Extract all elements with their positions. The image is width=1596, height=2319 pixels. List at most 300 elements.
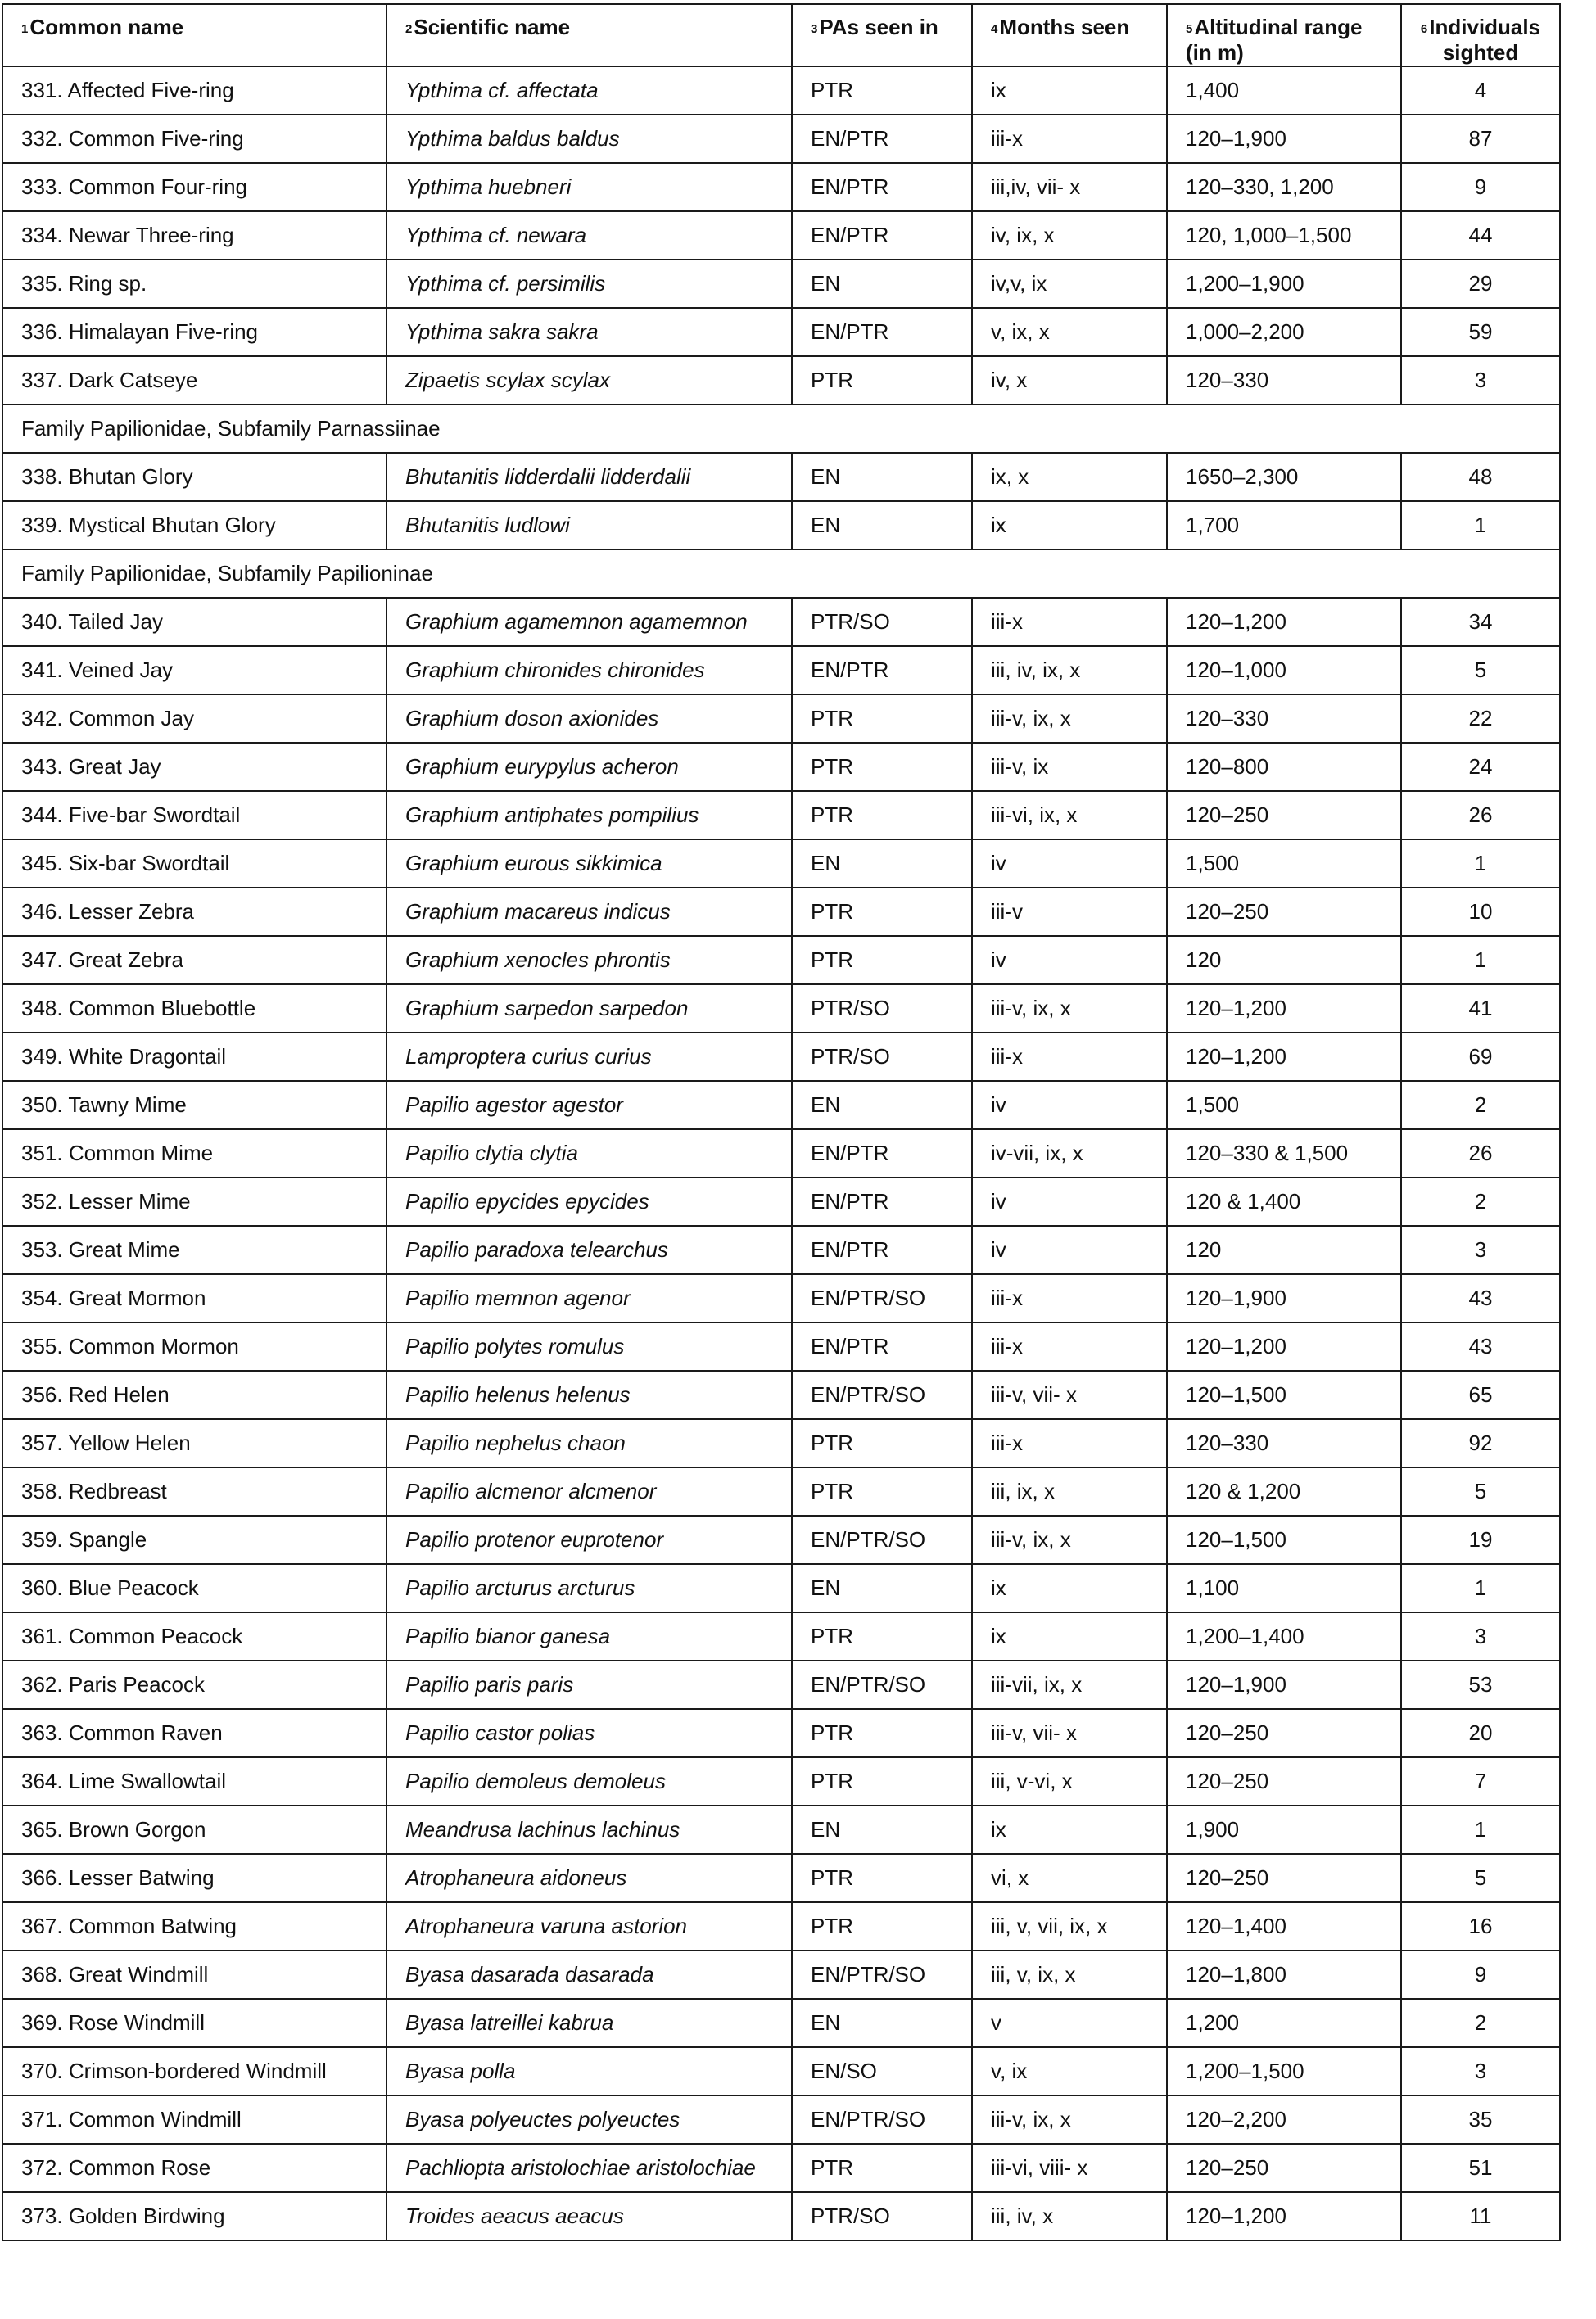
altitude-cell: 120–250	[1167, 791, 1401, 839]
scientific-name-cell: Graphium agamemnon agamemnon	[387, 598, 792, 646]
individuals-cell: 3	[1401, 2047, 1560, 2095]
pas-cell: EN/PTR	[792, 646, 972, 694]
months-cell: iv,v, ix	[972, 260, 1167, 308]
table-row	[2, 1178, 1560, 1226]
months-cell: iv	[972, 839, 1167, 888]
table-body	[2, 66, 1560, 2240]
scientific-name-cell: Papilio clytia clytia	[387, 1129, 792, 1178]
common-name-cell: 353. Great Mime	[2, 1226, 387, 1274]
pas-cell: EN	[792, 1564, 972, 1612]
footnote-marker: 4	[991, 22, 998, 36]
altitude-cell: 120–250	[1167, 888, 1401, 936]
pas-cell: PTR	[792, 356, 972, 405]
scientific-name-cell: Papilio epycides epycides	[387, 1178, 792, 1226]
individuals-cell: 22	[1401, 694, 1560, 743]
common-name-cell: 337. Dark Catseye	[2, 356, 387, 405]
common-name-cell: 336. Himalayan Five-ring	[2, 308, 387, 356]
pas-cell: EN	[792, 1999, 972, 2047]
common-name-cell: 334. Newar Three-ring	[2, 211, 387, 260]
scientific-name-cell: Papilio memnon agenor	[387, 1274, 792, 1322]
altitude-cell: 1,200	[1167, 1999, 1401, 2047]
altitude-cell: 120–1,400	[1167, 1902, 1401, 1951]
common-name-cell: 362. Paris Peacock	[2, 1661, 387, 1709]
individuals-cell: 10	[1401, 888, 1560, 936]
common-name-cell: 367. Common Batwing	[2, 1902, 387, 1951]
common-name-cell: 348. Common Bluebottle	[2, 984, 387, 1033]
pas-cell: EN/PTR	[792, 115, 972, 163]
header-scientific-name	[387, 4, 792, 66]
months-cell: iii-v, ix, x	[972, 1516, 1167, 1564]
months-cell: ix	[972, 66, 1167, 115]
months-cell: iii-x	[972, 598, 1167, 646]
individuals-cell: 3	[1401, 1226, 1560, 1274]
individuals-cell: 26	[1401, 1129, 1560, 1178]
common-name-cell: 364. Lime Swallowtail	[2, 1757, 387, 1806]
months-cell: v, ix, x	[972, 308, 1167, 356]
table-row	[2, 1081, 1560, 1129]
pas-cell: EN	[792, 501, 972, 549]
individuals-cell: 2	[1401, 1081, 1560, 1129]
pas-cell: EN	[792, 260, 972, 308]
table-row	[2, 163, 1560, 211]
common-name-cell: 331. Affected Five-ring	[2, 66, 387, 115]
altitude-cell: 120–1,200	[1167, 2192, 1401, 2240]
table-row	[2, 1999, 1560, 2047]
individuals-cell: 26	[1401, 791, 1560, 839]
individuals-cell: 5	[1401, 1467, 1560, 1516]
months-cell: iii-x	[972, 115, 1167, 163]
pas-cell: EN	[792, 1806, 972, 1854]
pas-cell: EN	[792, 1081, 972, 1129]
individuals-cell: 2	[1401, 1999, 1560, 2047]
pas-cell: PTR/SO	[792, 2192, 972, 2240]
scientific-name-cell: Graphium xenocles phrontis	[387, 936, 792, 984]
individuals-cell: 41	[1401, 984, 1560, 1033]
individuals-cell: 7	[1401, 1757, 1560, 1806]
months-cell: iii-vi, ix, x	[972, 791, 1167, 839]
scientific-name-cell: Papilio demoleus demoleus	[387, 1757, 792, 1806]
common-name-cell: 365. Brown Gorgon	[2, 1806, 387, 1854]
common-name-cell: 368. Great Windmill	[2, 1951, 387, 1999]
scientific-name-cell: Byasa dasarada dasarada	[387, 1951, 792, 1999]
altitude-cell: 120	[1167, 1226, 1401, 1274]
scientific-name-cell: Graphium sarpedon sarpedon	[387, 984, 792, 1033]
scientific-name-cell: Byasa polyeuctes polyeuctes	[387, 2095, 792, 2144]
altitude-cell: 120–1,500	[1167, 1516, 1401, 1564]
months-cell: iii-v, ix, x	[972, 984, 1167, 1033]
common-name-cell: 351. Common Mime	[2, 1129, 387, 1178]
footnote-marker: 6	[1420, 22, 1428, 36]
table-row	[2, 598, 1560, 646]
header-individuals-sighted	[1401, 4, 1560, 66]
pas-cell: PTR	[792, 1902, 972, 1951]
months-cell: ix	[972, 501, 1167, 549]
pas-cell: EN/PTR	[792, 1322, 972, 1371]
scientific-name-cell: Ypthima cf. persimilis	[387, 260, 792, 308]
altitude-cell: 120–800	[1167, 743, 1401, 791]
months-cell: iv	[972, 1226, 1167, 1274]
pas-cell: EN/SO	[792, 2047, 972, 2095]
common-name-cell: 347. Great Zebra	[2, 936, 387, 984]
header-months-seen	[972, 4, 1167, 66]
altitude-cell: 120–250	[1167, 1709, 1401, 1757]
altitude-cell: 120–330, 1,200	[1167, 163, 1401, 211]
footnote-marker: 3	[811, 22, 818, 36]
pas-cell: PTR	[792, 888, 972, 936]
altitude-cell: 120–1,500	[1167, 1371, 1401, 1419]
altitude-cell: 1,200–1,500	[1167, 2047, 1401, 2095]
common-name-cell: 372. Common Rose	[2, 2144, 387, 2192]
months-cell: iii, iv, ix, x	[972, 646, 1167, 694]
header-label: Altitudinal range	[1194, 15, 1363, 39]
common-name-cell: 373. Golden Birdwing	[2, 2192, 387, 2240]
altitude-cell: 120–250	[1167, 1757, 1401, 1806]
header-label: Months seen	[999, 15, 1130, 39]
individuals-cell: 51	[1401, 2144, 1560, 2192]
altitude-cell: 1,500	[1167, 839, 1401, 888]
pas-cell: PTR	[792, 1854, 972, 1902]
altitude-cell: 120–330	[1167, 1419, 1401, 1467]
pas-cell: PTR	[792, 936, 972, 984]
individuals-cell: 3	[1401, 356, 1560, 405]
table-row	[2, 936, 1560, 984]
months-cell: iv, ix, x	[972, 211, 1167, 260]
individuals-cell: 2	[1401, 1178, 1560, 1226]
months-cell: iii-v, ix, x	[972, 694, 1167, 743]
common-name-cell: 343. Great Jay	[2, 743, 387, 791]
table-row	[2, 1661, 1560, 1709]
table-row	[2, 694, 1560, 743]
scientific-name-cell: Bhutanitis lidderdalii lidderdalii	[387, 453, 792, 501]
individuals-cell: 87	[1401, 115, 1560, 163]
table-row	[2, 1564, 1560, 1612]
individuals-cell: 5	[1401, 1854, 1560, 1902]
table-row	[2, 115, 1560, 163]
pas-cell: PTR	[792, 2144, 972, 2192]
common-name-cell: 339. Mystical Bhutan Glory	[2, 501, 387, 549]
scientific-name-cell: Papilio paradoxa telearchus	[387, 1226, 792, 1274]
common-name-cell: 345. Six-bar Swordtail	[2, 839, 387, 888]
months-cell: vi, x	[972, 1854, 1167, 1902]
footnote-marker: 1	[21, 22, 29, 36]
altitude-cell: 120–1,200	[1167, 598, 1401, 646]
months-cell: iii-vi, viii- x	[972, 2144, 1167, 2192]
table-row	[2, 1274, 1560, 1322]
scientific-name-cell: Ypthima sakra sakra	[387, 308, 792, 356]
scientific-name-cell: Graphium eurypylus acheron	[387, 743, 792, 791]
table-row	[2, 839, 1560, 888]
common-name-cell: 344. Five-bar Swordtail	[2, 791, 387, 839]
pas-cell: PTR	[792, 743, 972, 791]
scientific-name-cell: Ypthima cf. affectata	[387, 66, 792, 115]
common-name-cell: 358. Redbreast	[2, 1467, 387, 1516]
altitude-cell: 1,000–2,200	[1167, 308, 1401, 356]
months-cell: iii-x	[972, 1322, 1167, 1371]
individuals-cell: 19	[1401, 1516, 1560, 1564]
scientific-name-cell: Papilio protenor euprotenor	[387, 1516, 792, 1564]
header-label: sighted	[1442, 40, 1519, 65]
pas-cell: EN/PTR	[792, 163, 972, 211]
individuals-cell: 34	[1401, 598, 1560, 646]
header-pas-seen-in	[792, 4, 972, 66]
individuals-cell: 43	[1401, 1274, 1560, 1322]
header-label: (in m)	[1186, 40, 1244, 65]
scientific-name-cell: Papilio helenus helenus	[387, 1371, 792, 1419]
table-row	[2, 743, 1560, 791]
scientific-name-cell: Papilio nephelus chaon	[387, 1419, 792, 1467]
scientific-name-cell: Papilio paris paris	[387, 1661, 792, 1709]
table-row	[2, 2144, 1560, 2192]
scientific-name-cell: Graphium eurous sikkimica	[387, 839, 792, 888]
individuals-cell: 9	[1401, 1951, 1560, 1999]
common-name-cell: 335. Ring sp.	[2, 260, 387, 308]
common-name-cell: 341. Veined Jay	[2, 646, 387, 694]
header-common-name	[2, 4, 387, 66]
altitude-cell: 120–1,200	[1167, 1033, 1401, 1081]
family-row	[2, 549, 1560, 598]
months-cell: iii, ix, x	[972, 1467, 1167, 1516]
table-row	[2, 2047, 1560, 2095]
scientific-name-cell: Graphium antiphates pompilius	[387, 791, 792, 839]
months-cell: iii, v, ix, x	[972, 1951, 1167, 1999]
common-name-cell: 349. White Dragontail	[2, 1033, 387, 1081]
scientific-name-cell: Graphium doson axionides	[387, 694, 792, 743]
table-row	[2, 1612, 1560, 1661]
months-cell: iii-v, ix, x	[972, 2095, 1167, 2144]
table-row	[2, 308, 1560, 356]
table-row	[2, 646, 1560, 694]
common-name-cell: 338. Bhutan Glory	[2, 453, 387, 501]
scientific-name-cell: Ypthima huebneri	[387, 163, 792, 211]
common-name-cell: 354. Great Mormon	[2, 1274, 387, 1322]
header-altitudinal-range	[1167, 4, 1401, 66]
altitude-cell: 1,500	[1167, 1081, 1401, 1129]
altitude-cell: 120, 1,000–1,500	[1167, 211, 1401, 260]
pas-cell: PTR/SO	[792, 598, 972, 646]
table-row	[2, 888, 1560, 936]
table-row	[2, 791, 1560, 839]
table-row	[2, 1322, 1560, 1371]
common-name-cell: 333. Common Four-ring	[2, 163, 387, 211]
altitude-cell: 120–250	[1167, 1854, 1401, 1902]
altitude-cell: 1650–2,300	[1167, 453, 1401, 501]
common-name-cell: 332. Common Five-ring	[2, 115, 387, 163]
individuals-cell: 1	[1401, 501, 1560, 549]
common-name-cell: 342. Common Jay	[2, 694, 387, 743]
scientific-name-cell: Papilio castor polias	[387, 1709, 792, 1757]
table-row	[2, 1902, 1560, 1951]
table-row	[2, 1467, 1560, 1516]
scientific-name-cell: Graphium macareus indicus	[387, 888, 792, 936]
altitude-cell: 120–1,200	[1167, 1322, 1401, 1371]
pas-cell: EN/PTR/SO	[792, 2095, 972, 2144]
pas-cell: EN/PTR/SO	[792, 1661, 972, 1709]
months-cell: iii-v, ix	[972, 743, 1167, 791]
individuals-cell: 53	[1401, 1661, 1560, 1709]
common-name-cell: 363. Common Raven	[2, 1709, 387, 1757]
pas-cell: EN/PTR/SO	[792, 1951, 972, 1999]
pas-cell: EN/PTR	[792, 1178, 972, 1226]
table-row	[2, 1419, 1560, 1467]
pas-cell: EN	[792, 839, 972, 888]
table-row	[2, 453, 1560, 501]
individuals-cell: 1	[1401, 1564, 1560, 1612]
family-heading: Family Papilionidae, Subfamily Papilioninae	[2, 549, 1560, 598]
common-name-cell: 355. Common Mormon	[2, 1322, 387, 1371]
altitude-cell: 1,700	[1167, 501, 1401, 549]
header-label: PAs seen in	[819, 15, 938, 39]
months-cell: iv	[972, 1178, 1167, 1226]
months-cell: iii-v	[972, 888, 1167, 936]
altitude-cell: 120–1,900	[1167, 1661, 1401, 1709]
common-name-cell: 360. Blue Peacock	[2, 1564, 387, 1612]
altitude-cell: 120–1,900	[1167, 115, 1401, 163]
family-heading: Family Papilionidae, Subfamily Parnassiinae	[2, 405, 1560, 453]
pas-cell: EN/PTR/SO	[792, 1516, 972, 1564]
table-header	[2, 4, 1560, 66]
table-row	[2, 2192, 1560, 2240]
altitude-cell: 1,200–1,900	[1167, 260, 1401, 308]
common-name-cell: 357. Yellow Helen	[2, 1419, 387, 1467]
footnote-marker: 2	[405, 22, 413, 36]
months-cell: ix	[972, 1806, 1167, 1854]
altitude-cell: 120	[1167, 936, 1401, 984]
scientific-name-cell: Papilio arcturus arcturus	[387, 1564, 792, 1612]
altitude-cell: 1,400	[1167, 66, 1401, 115]
scientific-name-cell: Byasa latreillei kabrua	[387, 1999, 792, 2047]
table-row	[2, 984, 1560, 1033]
scientific-name-cell: Lamproptera curius curius	[387, 1033, 792, 1081]
table-row	[2, 1371, 1560, 1419]
individuals-cell: 11	[1401, 2192, 1560, 2240]
table-row	[2, 1854, 1560, 1902]
scientific-name-cell: Atrophaneura varuna astorion	[387, 1902, 792, 1951]
scientific-name-cell: Atrophaneura aidoneus	[387, 1854, 792, 1902]
months-cell: iii-x	[972, 1419, 1167, 1467]
common-name-cell: 371. Common Windmill	[2, 2095, 387, 2144]
table-row	[2, 260, 1560, 308]
common-name-cell: 350. Tawny Mime	[2, 1081, 387, 1129]
altitude-cell: 120–330 & 1,500	[1167, 1129, 1401, 1178]
months-cell: iii, v-vi, x	[972, 1757, 1167, 1806]
common-name-cell: 370. Crimson-bordered Windmill	[2, 2047, 387, 2095]
family-row	[2, 405, 1560, 453]
pas-cell: PTR/SO	[792, 984, 972, 1033]
table-row	[2, 2095, 1560, 2144]
individuals-cell: 43	[1401, 1322, 1560, 1371]
altitude-cell: 1,900	[1167, 1806, 1401, 1854]
months-cell: ix, x	[972, 453, 1167, 501]
individuals-cell: 3	[1401, 1612, 1560, 1661]
pas-cell: PTR	[792, 1757, 972, 1806]
scientific-name-cell: Papilio agestor agestor	[387, 1081, 792, 1129]
individuals-cell: 44	[1401, 211, 1560, 260]
scientific-name-cell: Byasa polla	[387, 2047, 792, 2095]
individuals-cell: 48	[1401, 453, 1560, 501]
scientific-name-cell: Papilio polytes romulus	[387, 1322, 792, 1371]
altitude-cell: 120 & 1,400	[1167, 1178, 1401, 1226]
pas-cell: PTR	[792, 1612, 972, 1661]
pas-cell: EN/PTR	[792, 1226, 972, 1274]
altitude-cell: 120 & 1,200	[1167, 1467, 1401, 1516]
altitude-cell: 120–1,200	[1167, 984, 1401, 1033]
months-cell: ix	[972, 1612, 1167, 1661]
months-cell: iv-vii, ix, x	[972, 1129, 1167, 1178]
altitude-cell: 1,100	[1167, 1564, 1401, 1612]
common-name-cell: 346. Lesser Zebra	[2, 888, 387, 936]
months-cell: iv	[972, 936, 1167, 984]
pas-cell: PTR	[792, 791, 972, 839]
pas-cell: PTR	[792, 66, 972, 115]
months-cell: iii-x	[972, 1274, 1167, 1322]
table-row	[2, 1806, 1560, 1854]
common-name-cell: 369. Rose Windmill	[2, 1999, 387, 2047]
scientific-name-cell: Zipaetis scylax scylax	[387, 356, 792, 405]
scientific-name-cell: Ypthima cf. newara	[387, 211, 792, 260]
pas-cell: PTR	[792, 1467, 972, 1516]
individuals-cell: 4	[1401, 66, 1560, 115]
altitude-cell: 120–330	[1167, 356, 1401, 405]
common-name-cell: 352. Lesser Mime	[2, 1178, 387, 1226]
table-row	[2, 356, 1560, 405]
months-cell: iv, x	[972, 356, 1167, 405]
scientific-name-cell: Bhutanitis ludlowi	[387, 501, 792, 549]
scientific-name-cell: Troides aeacus aeacus	[387, 2192, 792, 2240]
table-row	[2, 1951, 1560, 1999]
pas-cell: PTR/SO	[792, 1033, 972, 1081]
months-cell: v, ix	[972, 2047, 1167, 2095]
months-cell: iii-v, vii- x	[972, 1371, 1167, 1419]
altitude-cell: 120–250	[1167, 2144, 1401, 2192]
pas-cell: PTR	[792, 694, 972, 743]
altitude-cell: 1,200–1,400	[1167, 1612, 1401, 1661]
header-label: Common name	[29, 15, 184, 39]
individuals-cell: 65	[1401, 1371, 1560, 1419]
individuals-cell: 35	[1401, 2095, 1560, 2144]
altitude-cell: 120–1,900	[1167, 1274, 1401, 1322]
scientific-name-cell: Graphium chironides chironides	[387, 646, 792, 694]
scientific-name-cell: Papilio alcmenor alcmenor	[387, 1467, 792, 1516]
pas-cell: EN/PTR	[792, 1129, 972, 1178]
altitude-cell: 120–2,200	[1167, 2095, 1401, 2144]
pas-cell: EN/PTR/SO	[792, 1371, 972, 1419]
individuals-cell: 9	[1401, 163, 1560, 211]
pas-cell: EN/PTR/SO	[792, 1274, 972, 1322]
months-cell: ix	[972, 1564, 1167, 1612]
pas-cell: PTR	[792, 1709, 972, 1757]
common-name-cell: 366. Lesser Batwing	[2, 1854, 387, 1902]
individuals-cell: 69	[1401, 1033, 1560, 1081]
table-row	[2, 1709, 1560, 1757]
months-cell: iii-v, vii- x	[972, 1709, 1167, 1757]
species-table	[2, 3, 1561, 2241]
table-row	[2, 211, 1560, 260]
common-name-cell: 340. Tailed Jay	[2, 598, 387, 646]
months-cell: iii-vii, ix, x	[972, 1661, 1167, 1709]
table-row	[2, 1129, 1560, 1178]
header-label: Scientific name	[414, 15, 571, 39]
common-name-cell: 356. Red Helen	[2, 1371, 387, 1419]
header-label: Individuals	[1429, 15, 1541, 39]
common-name-cell: 361. Common Peacock	[2, 1612, 387, 1661]
months-cell: iii, v, vii, ix, x	[972, 1902, 1167, 1951]
individuals-cell: 1	[1401, 1806, 1560, 1854]
individuals-cell: 5	[1401, 646, 1560, 694]
individuals-cell: 1	[1401, 936, 1560, 984]
altitude-cell: 120–1,000	[1167, 646, 1401, 694]
pas-cell: EN	[792, 453, 972, 501]
scientific-name-cell: Ypthima baldus baldus	[387, 115, 792, 163]
